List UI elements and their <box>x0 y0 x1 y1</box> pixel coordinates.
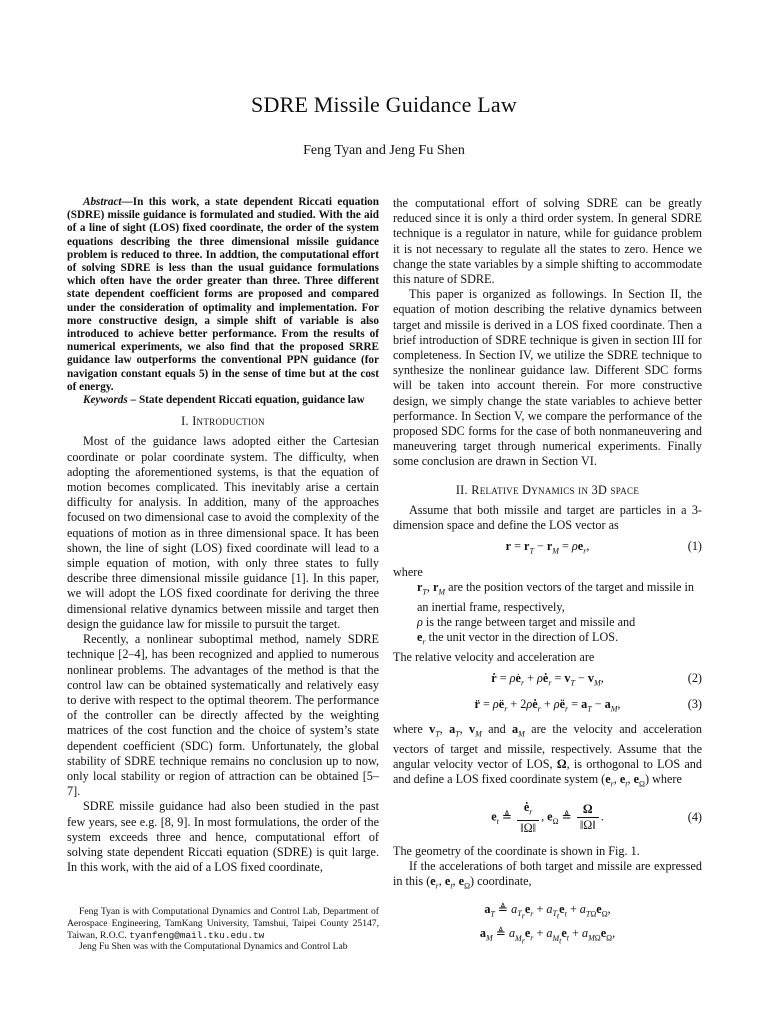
right-paragraph-3: Assume that both missile and target are particles in a 3-dimension space and define the LOS vector as <box>393 502 702 533</box>
right-paragraph-1: the computational effort of solving SDRE can be greatly reduced since it is only a third order system. In general SDRE technique is a regulator in nature, while for guidance problem it is not necessary to regulate all the states to zero. Hence we change the state variables by a simple shifting to accommodate this nature of SDRE. <box>393 196 702 287</box>
equation-5-missile-acceleration: $a_M$ ≜ $a_{M_r}e_r + a_{M_t}e_t + a_{M\Omega}e_\Omega$, <box>479 926 616 946</box>
where-item-position: $r_T$, $r_M$ are the position vectors of the target and missile in an inertial frame, respectively, <box>417 580 694 614</box>
right-paragraph-2: This paper is organized as followings. In Section II, the equation of motion describing the relative dynamics between target and missile is derived in a LOS fixed coordinate. Then a brief introduction of SDRE technique is given in section III for completeness. In Section IV, we utilize the SDRE technique to synthesize the nonlinear guidance law. Different SDC forms will be taken into account therein. For more constructive design, we simply change the state variables to achieve better performance. In Section V, we compare the performance of the proposed SDC forms for the case of both nonmaneuvering and maneuvering target through numerical experiments. Finally some conclusion are drawn in Section VI. <box>393 287 702 469</box>
equation-4: $e_t$ ≜ $\frac{ė_r}{‖\Omega‖}$ , $e_\Omega$ ≜ $\frac{\Omega}{‖\Omega‖}$ . (4) <box>491 799 702 835</box>
left-column <box>67 196 379 875</box>
equation-4-number: (4) <box>687 809 702 824</box>
equation-1-number: (1) <box>687 539 702 554</box>
right-paragraph-6: The geometry of the coordinate is shown in Fig. 1. <box>393 843 640 858</box>
keywords: Keywords – State dependent Riccati equation, guidance law <box>83 394 365 407</box>
keywords-label: Keywords <box>83 394 128 407</box>
abstract: Abstract—In this work, a state dependent Riccati equation (SDRE) missile guidance is formulated and studied. With the aid of a line of sight (LOS) fixed coordinate, the order of the system equations describing the three dimensional missile guidance problem is reduced to three. In addtion, the computational effort of solving SDRE is less than the usual guidance formulations which often have the order greater than three. Three different state dependent coefficient forms are proposed and compared under the consideration of optimality and implementation. For more constructive design, a simple shift of variable is also introduced to achieve better performance. From the results of numerical experiments, we also find that the proposed SRRE guidance law outperforms the conventional PPN guidance (for navigation constant equals 5) in the sense of time but at the cost of energy. <box>67 196 379 393</box>
author-email: tyanfeng@mail.tku.edu.tw <box>129 929 265 941</box>
right-column <box>393 196 702 954</box>
equation-5-target-acceleration: $a_T$ ≜ $a_{T_r}e_r + a_{T_t}e_t + a_{T\Omega}e_\Omega$, <box>484 901 611 921</box>
where-item-range: ρ is the range between target and missile and <box>417 614 636 629</box>
intro-paragraph-1: Most of the guidance laws adopted either the Cartesian coordinate or polar coordinate system. The difficulty, when adopting the aforementioned systems, is that the equation of motion becomes complicated. This inevitably arise a certain difficulty for analysis. In addition, many of the approaches focused on two dimensional case to avoid the complexity of the equations of motion as in three dimensional space. It has been shown, the line of sight (LOS) fixed coordinate will lead to a simple equation of motion, with only three states to fully describe three dimensional missile guidance [1]. In this paper, we will adopt the LOS fixed coordinate for deriving the three dimensional relative dynamics between missile and target then design the guidance law for missile to pursuit the target. <box>67 434 379 631</box>
paper-authors: Feng Tyan and Jeng Fu Shen <box>303 143 465 158</box>
equation-1: $r = r_T - r_M = \rho e_r$, (1) <box>505 539 702 556</box>
equation-2: ṙ = $\rhȯe_r$ + $\rho ė_r = v_T - v_M$, (2) <box>491 671 702 688</box>
where-item-unit-vector: $e_r$ the unit vector in the direction of LOS. <box>417 630 619 647</box>
section-heading-introduction: I. Introduction <box>181 414 265 429</box>
equation-3-number: (3) <box>687 696 702 711</box>
right-paragraph-5: where $v_T$, $a_T$, $v_M$ and $a_M$ are the velocity and acceleration vectors of target and missile, respectively. Assume that the angular velocity vector of LOS, Ω, is orthogonal to LOS and and define a LOS fixed coordinate system ($e_r$, $e_t$, $e_\Omega$) where <box>393 722 703 789</box>
right-paragraph-7: If the accelerations of both target and missile are expressed in this ($e_r$, $e_t$, $e_\Omega$) coordinate, <box>393 859 702 891</box>
right-paragraph-4: The relative velocity and acceleration are <box>393 649 595 664</box>
equation-3: r̈ = $\rhöe_r$ + $2\rhȯė_r$ + $\rho ë_r = a_T - a_M$, (3) <box>474 696 702 714</box>
footnote <box>67 906 379 953</box>
section-heading-relative-dynamics: II. Relative Dynamics in 3D space <box>455 482 640 497</box>
abstract-text: In this work, a state dependent Riccati equation (SDRE) missile guidance is formulated and studied. With the aid of a line of sight (LOS) fixed coordinate, the order of the system equations describing the three dimensional missile guidance problem is reduced to three. In addtion, the computational effort of solving SDRE is less than the usual guidance formulations which often have the order greater than three. Three different state dependent coefficient forms are proposed and compared under the consideration of optimality and implementation. For more constructive design, a simple shift of variable is also introduced to achieve better performance. From the results of numerical experiments, we also find that the proposed SRRE guidance law outperforms the conventional PPN guidance (for navigation constant equals 5) in the sense of time but at the cost of energy. <box>67 196 379 393</box>
keywords-text: State dependent Riccati equation, guidance law <box>138 394 365 407</box>
intro-paragraph-3: SDRE missile guidance had also been studied in the past few years, see e.g. [8, 9]. In most formulations, the order of the system exceeds three and hence, computational effort of solving state dependent Riccati equation (SDRE) is quit large. In this work, with the aid of a LOS fixed coordinate, <box>67 799 379 875</box>
where-list <box>393 580 702 650</box>
equation-2-number: (2) <box>687 671 702 685</box>
footnote-affiliation-1: Feng Tyan is with Computational Dynamics and Control Lab, Department of Aerospace Engineering, TamKang University, Tamshui, Taipei County 25147, Taiwan, R.O.C. tyanfeng@mail.tku.edu.tw <box>67 906 379 941</box>
intro-paragraph-2: Recently, a nonlinear suboptimal method, namely SDRE technique [2–4], has been recognized and applied to numerous nonlinear problems. The advantages of the method is that the control law can be obtained systematically and relatively easy to derive with respect to the optimal theorem. The performance of the controller can be directly affected by the weighting matrices of the cost function and the choice of system’s state dependent coefficient (SDC) form. Unfortunately, the global stability of SDRE technique remains no conclusion up to now, only local stability or region of attraction can be obtained [5–7]. <box>67 632 379 799</box>
where-label: where <box>393 564 423 579</box>
paper-title: SDRE Missile Guidance Law <box>251 92 517 117</box>
footnote-affiliation-2: Jeng Fu Shen was with the Computational Dynamics and Control Lab <box>79 941 348 953</box>
abstract-label: Abstract <box>83 196 122 208</box>
